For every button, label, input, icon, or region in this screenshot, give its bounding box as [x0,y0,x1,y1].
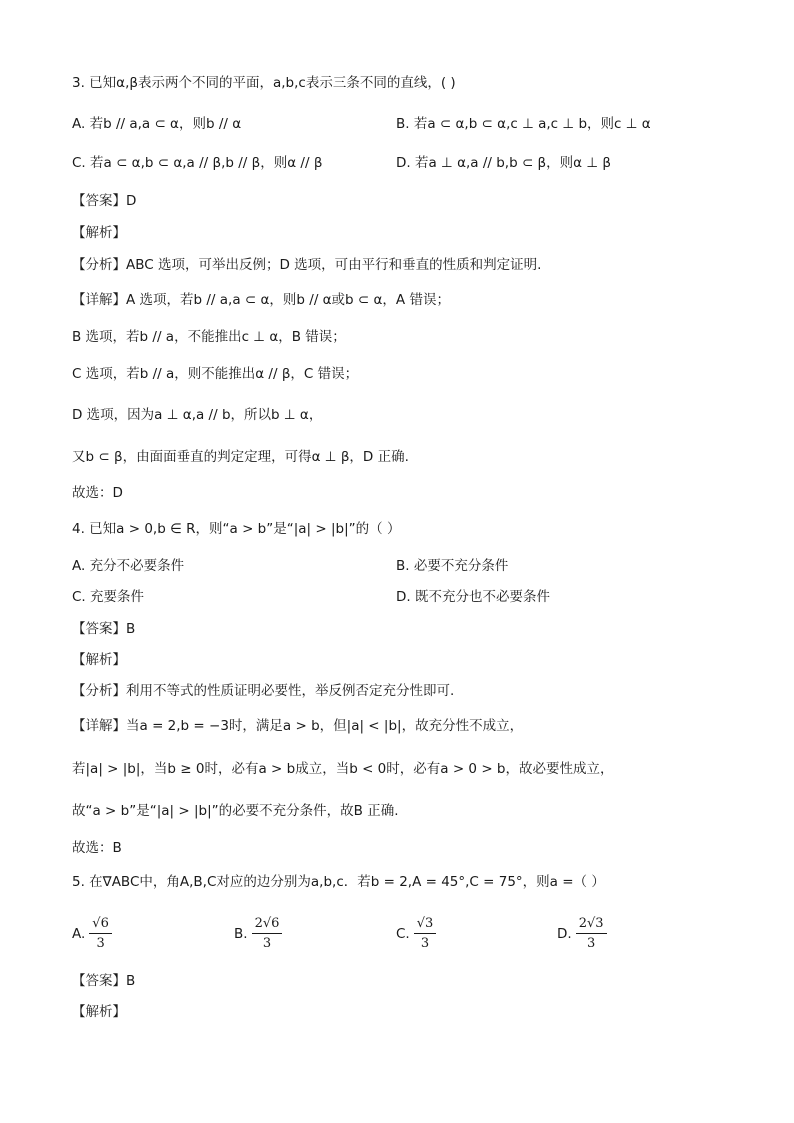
q4-stem: 4. 已知a > 0,b ∈ R，则“a > b”是“|a| > |b|”的（ ） [72,521,401,537]
q4-choose: 故选：B [72,840,122,856]
q4-option-b: B. 必要不充分条件 [396,558,509,574]
q4-option-d: D. 既不充分也不必要条件 [396,589,550,605]
q3-line-c: C 选项，若b // a，则不能推出α // β，C 错误； [72,366,359,382]
q5-option-c-numerator: √3 [414,915,437,934]
q5-analysis-heading: 【解析】 [72,1004,126,1020]
q3-line-b: B 选项，若b // a，不能推出c ⊥ α，B 错误； [72,329,346,345]
q4-option-a: A. 充分不必要条件 [72,558,185,574]
q5-option-b-denominator: 3 [262,936,272,951]
q5-option-c-fraction [414,915,437,952]
q5-option-a [72,915,112,952]
q5-option-a-label: A. [72,925,86,942]
q5-option-b-fraction [252,915,283,952]
q4-option-c: C. 充要条件 [72,589,145,605]
q5-option-d-numerator: 2√3 [576,915,607,934]
q3-line-d: D 选项，因为a ⊥ α,a // b，所以b ⊥ α， [72,407,323,423]
q3-fenxi: 【分析】ABC 选项，可举出反例；D 选项，可由平行和垂直的性质和判定证明. [72,257,542,273]
q5-option-b-numerator: 2√6 [252,915,283,934]
q4-fenxi: 【分析】利用不等式的性质证明必要性，举反例否定充分性即可. [72,683,455,699]
q4-analysis-heading: 【解析】 [72,652,126,668]
q3-analysis-heading: 【解析】 [72,225,126,241]
q5-option-d-label: D. [557,925,572,942]
q5-option-a-denominator: 3 [96,936,105,951]
q5-answer: 【答案】B [72,973,136,989]
q3-line-conclusion: 又b ⊂ β，由面面垂直的判定定理，可得α ⊥ β，D 正确. [72,449,409,465]
q3-option-b: B. 若a ⊂ α,b ⊂ α,c ⊥ a,c ⊥ b，则c ⊥ α [396,116,651,132]
q3-answer: 【答案】D [72,193,137,209]
q4-line-conclusion: 故“a > b”是“|a| > |b|”的必要不充分条件，故B 正确. [72,803,399,819]
q5-option-a-numerator: √6 [89,915,112,934]
q3-option-a: A. 若b // a,a ⊂ α，则b // α [72,116,242,132]
q4-answer: 【答案】B [72,621,136,637]
q3-xiangjie: 【详解】A 选项，若b // a,a ⊂ α，则b // α或b ⊂ α，A 错误； [72,292,450,308]
q4-xiangjie: 【详解】当a = 2,b = −3时，满足a > b，但|a| < |b|，故充分性不成立， [72,718,524,734]
q5-stem: 5. 在∇ABC中，角A,B,C对应的边分别为a,b,c．若b = 2,A = 45°,C = 75°，则a =（ ） [72,874,605,890]
q5-option-d-fraction [576,915,607,952]
q5-option-c-denominator: 3 [420,936,430,951]
q5-option-a-fraction [89,915,112,952]
q3-option-c: C. 若a ⊂ α,b ⊂ α,a // β,b // β，则α // β [72,155,323,171]
q4-line-necessity: 若|a| > |b|，当b ≥ 0时，必有a > b成立，当b < 0时，必有a > 0 > b，故必要性成立， [72,761,614,777]
q5-option-b [234,915,282,952]
q5-option-b-label: B. [234,925,248,942]
q5-option-d-denominator: 3 [586,936,596,951]
q3-option-d: D. 若a ⊥ α,a // b,b ⊂ β，则α ⊥ β [396,155,612,171]
q3-stem: 3. 已知α,β表示两个不同的平面，a,b,c表示三条不同的直线，( ) [72,75,456,91]
q5-option-d [557,915,607,952]
q5-option-c [396,915,436,952]
q5-option-c-label: C. [396,925,410,942]
q3-choose: 故选：D [72,485,123,501]
